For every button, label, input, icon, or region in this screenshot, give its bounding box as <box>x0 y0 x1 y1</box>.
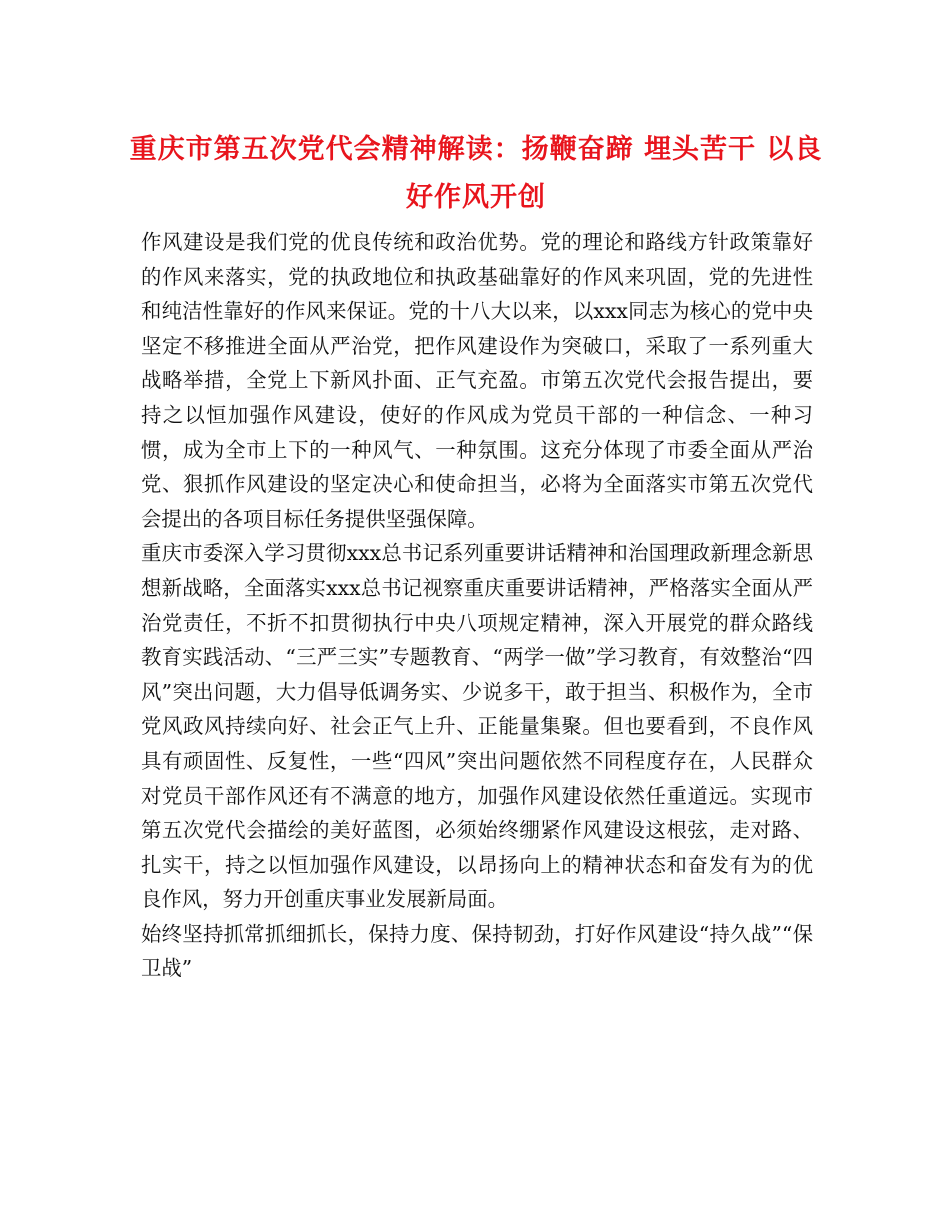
document-body <box>141 225 813 986</box>
paragraph: 重庆市委深入学习贯彻xxx总书记系列重要讲话精神和治国理政新理念新思想新战略，全面落实xxx总书记视察重庆重要讲话精神，严格落实全面从严治党责任，不折不扣贯彻执行中央八项规定精神，深入开展党的群众路线教育实践活动、“三严三实”专题教育、“两学一做”学习教育，有效整治“四风”突出问题，大力倡导低调务实、少说多干，敢于担当、积极作为，全市党风政风持续向好、社会正气上升、正能量集聚。但也要看到，不良作风具有顽固性、反复性，一些“四风”突出问题依然不同程度存在，人民群众对党员干部作风还有不满意的地方，加强作风建设依然任重道远。实现市第五次党代会描绘的美好蓝图，必须始终绷紧作风建设这根弦，走对路、扎实干，持之以恒加强作风建设，以昂扬向上的精神状态和奋发有为的优良作风，努力开创重庆事业发展新局面。 <box>141 541 813 912</box>
paragraph: 作风建设是我们党的优良传统和政治优势。党的理论和路线方针政策靠好的作风来落实，党的执政地位和执政基础靠好的作风来巩固，党的先进性和纯洁性靠好的作风来保证。党的十八大以来，以xxx同志为核心的党中央坚定不移推进全面从严治党，把作风建设作为突破口，采取了一系列重大战略举措，全党上下新风扑面、正气充盈。市第五次党代会报告提出，要持之以恒加强作风建设，使好的作风成为党员干部的一种信念、一种习惯，成为全市上下的一种风气、一种氛围。这充分体现了市委全面从严治党、狠抓作风建设的坚定决心和使命担当，必将为全面落实市第五次党代会提出的各项目标任务提供坚强保障。 <box>141 230 813 531</box>
document-title: 重庆市第五次党代会精神解读：扬鞭奋蹄 埋头苦干 以良好作风开创 <box>129 134 823 213</box>
paragraph: 始终坚持抓常抓细抓长，保持力度、保持韧劲，打好作风建设“持久战”“保卫战” <box>141 921 813 981</box>
